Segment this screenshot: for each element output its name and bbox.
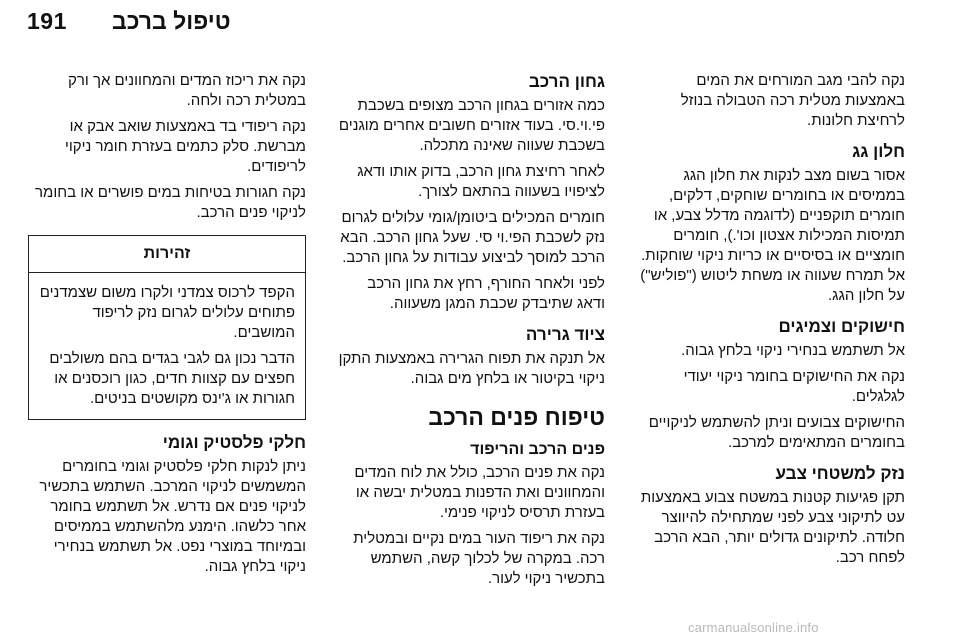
interior-care-heading: טיפוח פנים הרכב [428,404,605,430]
running-title: טיפול ברכב [112,8,231,34]
towing-equipment-paragraph: אל תנקה את תפוח הגרירה באמצעות התקן ניקוי בקיטור או בלחץ מים גבוה. [338,350,605,387]
underbody-paragraph-2: לאחר רחיצת גחון הרכב, בדוק אותו ודאג לציפויו בשעווה בהתאם לצורך. [357,163,605,200]
glass-roof-paragraph: אסור בשום מצב לנקות את חלון הגג בממיסים או בחומרים שוחקים, דלקים, חומרים תוקפניים (לדוגמה מדלל צבע, או תמיסות המכילות אצטון וכו'.), חומרים חומציים או בסיסיים או כריות ניקוי שוחקות. אל תמרח שעווה או משחת ליטוש ("פוליש") על חלון הגג. [640,167,905,304]
paint-damage-paragraph: תקן פגיעות קטנות במשטח צבוע באמצעות עט לתיקוני צבע לפני שמתחילה להיווצר חלודה. לתיקונים גדולים יותר, הבא הרכב לפחח רכב. [640,489,905,566]
paint-damage-heading: נזק למשטחי צבע [775,464,905,483]
seat-belt-paragraph: נקה חגורות בטיחות במים פושרים או בחומר לניקוי פנים הרכב. [35,184,306,221]
instrument-cleaning-paragraph: נקה את ריכוז המדים והמחוונים אך ורק במטלית רכה ולחה. [68,72,306,109]
interior-upholstery-heading: פנים הרכב והריפוד [470,441,605,458]
caution-body [29,273,305,419]
caution-title: זהירות [29,236,305,273]
underbody-paragraph-3: חומרים המכילים ביטומן/גומי עלולים לגרום נזק לשכבת הפי.וי סי. שעל גחון הרכב. הבא הרכב למוסך לביצוע עבודות על גחון הרכב. [340,209,605,266]
caution-paragraph-1: הקפד לרכוס צמדני ולקרו משום שצמדנים פתוחים עלולים לגרום נזק לריפוד המושבים. [39,284,295,341]
page-header [0,0,960,66]
wheels-tyres-heading: חישוקים וצמיגים [778,317,905,336]
plastic-rubber-paragraph: ניתן לנקות חלקי פלסטיק וגומי בחומרים המשמשים לניקוי המרכב. השתמש בתכשיר לניקוי פנים אם נדרש. אל תשתמש בחומר אחר כלשהו. הימנע מלהשתמש בממיסים ובמיוחד במוצרי נפט. אל תשתמש בנחירי ניקוי בלחץ גבוה. [39,458,306,575]
caution-paragraph-2: הדבר נכון גם לגבי בגדים בהם משולבים חפצים עם קצוות חדים, כגון רוכסנים או חגורות או ג'ינס מקושטים בניטים. [49,350,295,407]
interior-paragraph-1: נקה את פנים הרכב, כולל את לוח המדים והמחוונים ואת הדפנות במטלית יבשה או בעזרת תרסיס לניקוי פנימי. [354,464,605,521]
wheels-paragraph-2: נקה את החישוקים בחומר ניקוי יעודי לגלגלים. [683,368,905,405]
underbody-heading: גחון הרכב [528,72,605,91]
left-column [28,71,306,583]
plastic-rubber-heading: חלקי פלסטיק וגומי [162,433,306,452]
wheels-paragraph-3: החישוקים צבועים וניתן להשתמש לניקויים בחומרים המתאימים למרכב. [648,414,905,451]
wheels-paragraph-1: אל תשתמש בנחירי ניקוי בלחץ גבוה. [681,342,905,359]
underbody-paragraph-4: לפני ולאחר החורף, רחץ את גחון הרכב ודאג שתיבדק שכבת המגן משעווה. [367,275,605,312]
towing-equipment-heading: ציוד גרירה [525,325,605,344]
wiper-cleaning-paragraph: נקה להבי מגב המורחים את המים באמצעות מטלית רכה הטבולה בנוזל לרחיצת חלונות. [680,72,905,129]
caution-box [28,235,306,420]
interior-paragraph-2: נקה את ריפוד העור במים נקיים ובמטלית רכה. במקרה של לכלוך קשה, השתמש בתכשיר ניקוי לעור. [353,530,605,587]
page-number: 191 [27,8,67,34]
middle-column [337,71,605,595]
watermark: carmanualsonline.info [688,620,819,635]
glass-roof-heading: חלון גג [852,142,905,161]
right-column [637,71,905,574]
underbody-paragraph-1: כמה אזורים בגחון הרכב מצופים בשכבת פי.וי.סי. בעוד אזורים חשובים אחרים מוגנים בשכבת שעווה שאינה מתכלה. [338,97,605,154]
fabric-upholstery-paragraph: נקה ריפודי בד באמצעות שואב אבק או מברשת. סלק כתמים בעזרת חומר ניקוי לריפודים. [64,118,306,175]
